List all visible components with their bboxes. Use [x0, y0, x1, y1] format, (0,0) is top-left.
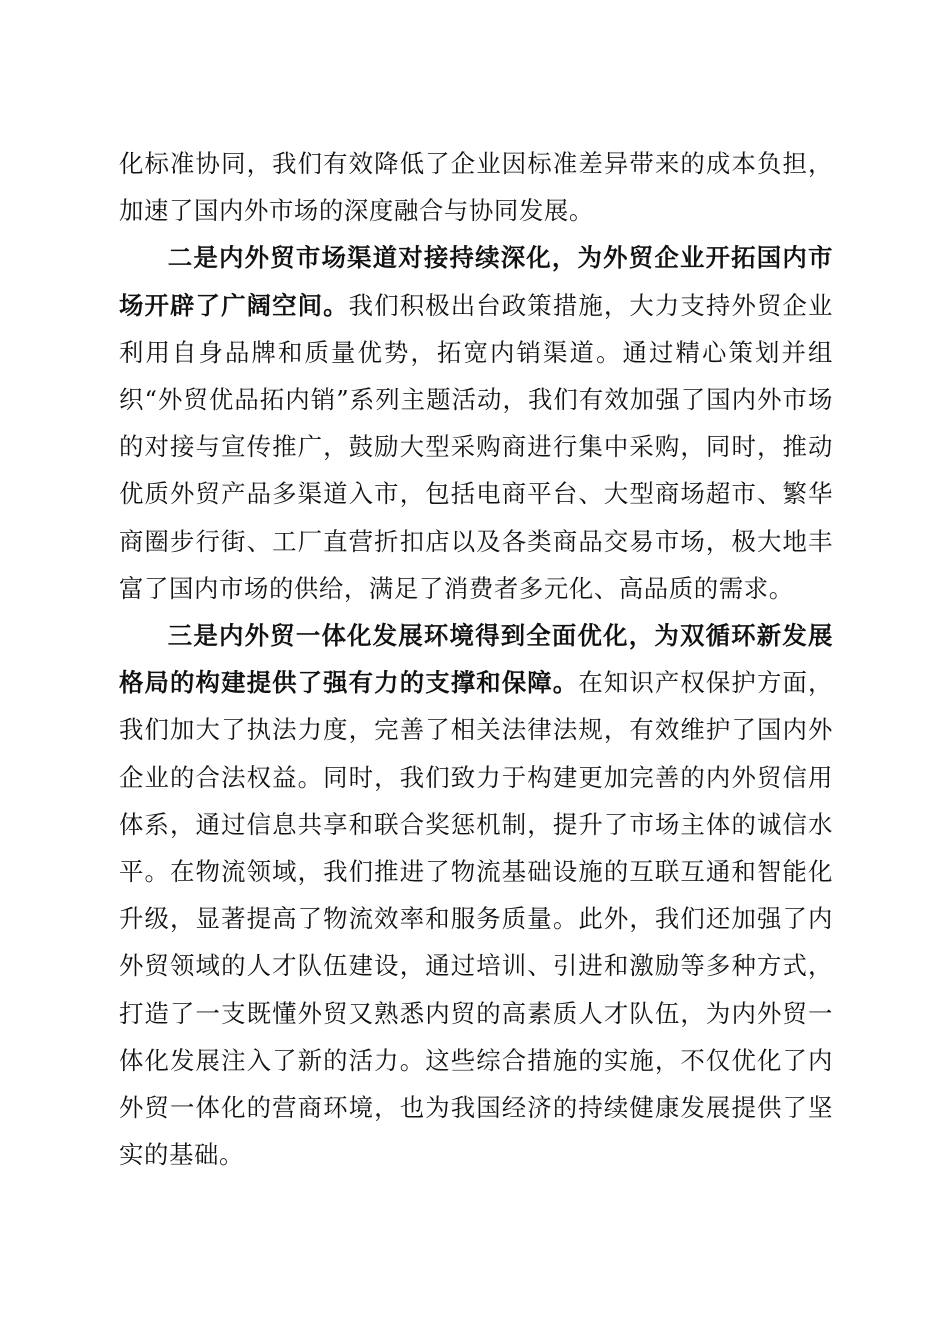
paragraph-body: 在知识产权保护方面，我们加大了执法力度，完善了相关法律法规，有效维护了国内外企业的合法权益。同时，我们致力于构建更加完善的内外贸信用体系，通过信息共享和联合奖惩机制，提升了市场主体的诚信水平。在物流领域，我们推进了物流基础设施的互联互通和智能化升级，显著提高了物流效率和服务质量。此外，我们还加强了内外贸领域的人才队伍建设，通过培训、引进和激励等多种方式，打造了一支既懂外贸又熟悉内贸的高素质人才队伍，为内外贸一体化发展注入了新的活力。这些综合措施的实施，不仅优化了内外贸一体化的营商环境，也为我国经济的持续健康发展提供了坚实的基础。 [119, 668, 833, 1170]
paragraph-body: 化标准协同，我们有效降低了企业因标准差异带来的成本负担，加速了国内外市场的深度融合与协同发展。 [119, 149, 833, 226]
paragraph-channel-docking [119, 234, 833, 612]
paragraph-body: 我们积极出台政策措施，大力支持外贸企业利用自身品牌和质量优势，拓宽内销渠道。通过精心策划并组织“外贸优品拓内销”系列主题活动，我们有效加强了国内外市场的对接与宣传推广，鼓励大型采购商进行集中采购，同时，推动优质外贸产品多渠道入市，包括电商平台、大型商场超市、繁华商圈步行街、工厂直营折扣店以及各类商品交易市场，极大地丰富了国内市场的供给，满足了消费者多元化、高品质的需求。 [119, 290, 833, 603]
paragraph-lead-heading: 二是内外贸市场渠道对接持续深化，为外贸企业开拓国内市场开辟了广阔空间。 [119, 243, 833, 320]
paragraph-continuation [119, 140, 833, 234]
paragraph-environment-optimization [119, 612, 833, 1178]
document-body [119, 140, 833, 1178]
paragraph-lead-heading: 三是内外贸一体化发展环境得到全面优化，为双循环新发展格局的构建提供了强有力的支撑和保障。 [119, 621, 833, 698]
